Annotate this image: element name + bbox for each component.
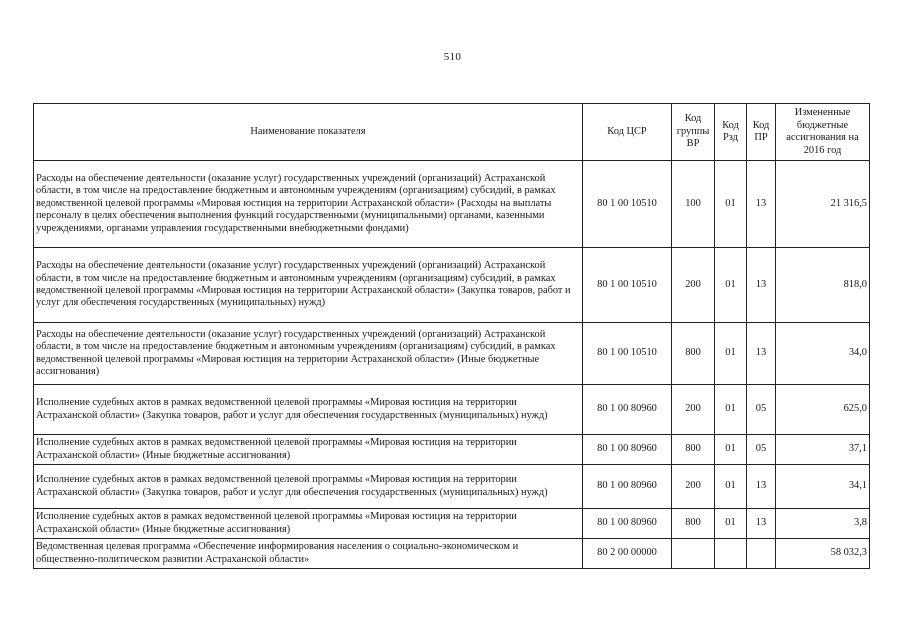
header-csr: Код ЦСР <box>583 104 672 161</box>
table-row <box>34 323 870 385</box>
row-name: Расходы на обеспечение деятельности (оказание услуг) государственных учреждений (организаций) Астраханской области, в том числе на предоставление бюджетным и автономным учреждениям (организациям) субсидий, в рамках ведомственной целевой программы «Мировая юстиция на территории Астраханской области» (Закупка товаров, работ и услуг для обеспечения государственных (муниципальных) нужд) <box>34 248 583 323</box>
row-csr: 80 1 00 10510 <box>583 248 672 323</box>
table-header-row <box>34 104 870 161</box>
row-vr: 800 <box>672 509 715 539</box>
row-vr: 200 <box>672 385 715 435</box>
row-csr: 80 1 00 10510 <box>583 323 672 385</box>
row-rzd: 01 <box>715 385 747 435</box>
table-row <box>34 465 870 509</box>
row-name: Исполнение судебных актов в рамках ведомственной целевой программы «Мировая юстиция на территории Астраханской области» (Закупка товаров, работ и услуг для обеспечения государственных (муниципальных) нужд) <box>34 465 583 509</box>
row-name: Расходы на обеспечение деятельности (оказание услуг) государственных учреждений (организаций) Астраханской области, в том числе на предоставление бюджетным и автономным учреждениям (организациям) субсидий, в рамках ведомственной целевой программы «Мировая юстиция на территории Астраханской области» (Расходы на выплаты персоналу в целях обеспечения выполнения функций государственными (муниципальными) органами, казенными учреждениями, органами управления государственными внебюджетными фондами) <box>34 161 583 248</box>
row-csr: 80 1 00 80960 <box>583 435 672 465</box>
page-number: 510 <box>443 51 462 63</box>
row-csr: 80 1 00 80960 <box>583 509 672 539</box>
row-rzd <box>715 539 747 569</box>
row-amount: 625,0 <box>776 385 870 435</box>
table-row <box>34 161 870 248</box>
row-name: Ведомственная целевая программа «Обеспечение информирования населения о социально-экономическом и общественно-политическом развитии Астраханской области» <box>34 539 583 569</box>
table-row <box>34 248 870 323</box>
row-vr: 200 <box>672 465 715 509</box>
row-name: Исполнение судебных актов в рамках ведомственной целевой программы «Мировая юстиция на территории Астраханской области» (Иные бюджетные ассигнования) <box>34 435 583 465</box>
row-rzd: 01 <box>715 435 747 465</box>
row-pr: 13 <box>747 323 776 385</box>
header-rzd: Код Рзд <box>715 104 747 161</box>
row-pr: 13 <box>747 509 776 539</box>
row-name: Исполнение судебных актов в рамках ведомственной целевой программы «Мировая юстиция на территории Астраханской области» (Иные бюджетные ассигнования) <box>34 509 583 539</box>
row-csr: 80 1 00 80960 <box>583 385 672 435</box>
row-pr: 13 <box>747 465 776 509</box>
row-pr: 05 <box>747 385 776 435</box>
row-rzd: 01 <box>715 248 747 323</box>
row-vr: 800 <box>672 435 715 465</box>
row-rzd: 01 <box>715 509 747 539</box>
header-vr: Код группы ВР <box>672 104 715 161</box>
row-rzd: 01 <box>715 465 747 509</box>
row-pr: 13 <box>747 248 776 323</box>
row-amount: 21 316,5 <box>776 161 870 248</box>
row-pr: 13 <box>747 161 776 248</box>
row-vr: 200 <box>672 248 715 323</box>
row-name: Расходы на обеспечение деятельности (оказание услуг) государственных учреждений (организаций) Астраханской области, в том числе на предоставление бюджетным и автономным учреждениям (организациям) субсидий, в рамках ведомственной целевой программы «Мировая юстиция на территории Астраханской области» (Иные бюджетные ассигнования) <box>34 323 583 385</box>
budget-table <box>33 103 870 569</box>
row-pr <box>747 539 776 569</box>
row-amount: 58 032,3 <box>776 539 870 569</box>
row-amount: 34,0 <box>776 323 870 385</box>
table-row <box>34 509 870 539</box>
row-pr: 05 <box>747 435 776 465</box>
row-csr: 80 1 00 80960 <box>583 465 672 509</box>
table-row <box>34 435 870 465</box>
row-vr: 800 <box>672 323 715 385</box>
header-pr: Код ПР <box>747 104 776 161</box>
row-vr: 100 <box>672 161 715 248</box>
header-name: Наименование показателя <box>34 104 583 161</box>
row-rzd: 01 <box>715 323 747 385</box>
row-csr: 80 2 00 00000 <box>583 539 672 569</box>
row-amount: 3,8 <box>776 509 870 539</box>
row-rzd: 01 <box>715 161 747 248</box>
row-name: Исполнение судебных актов в рамках ведомственной целевой программы «Мировая юстиция на территории Астраханской области» (Закупка товаров, работ и услуг для обеспечения государственных (муниципальных) нужд) <box>34 385 583 435</box>
table-row <box>34 385 870 435</box>
row-vr <box>672 539 715 569</box>
row-amount: 818,0 <box>776 248 870 323</box>
table-row <box>34 539 870 569</box>
row-amount: 37,1 <box>776 435 870 465</box>
row-amount: 34,1 <box>776 465 870 509</box>
row-csr: 80 1 00 10510 <box>583 161 672 248</box>
header-amount: Измененные бюджетные ассигнования на 2016 год <box>776 104 870 161</box>
